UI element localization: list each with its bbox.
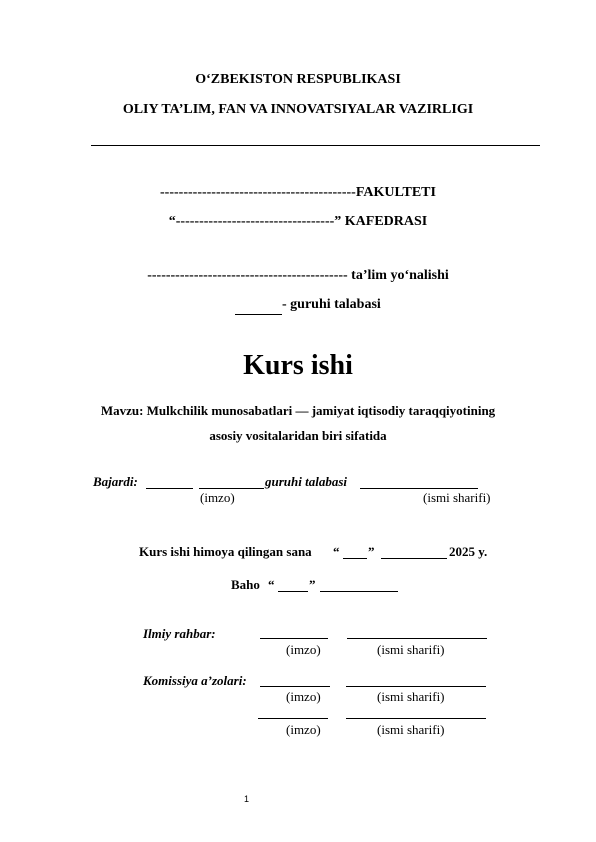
performed-blank-1 — [146, 488, 193, 489]
performed-label: Bajardi: — [93, 474, 138, 489]
supervisor-label: Ilmiy rahbar: — [143, 626, 216, 641]
commission-name-caption-2: (ismi sharifi) — [377, 722, 445, 737]
commission-sign-line-1 — [260, 686, 330, 687]
commission-sign-caption-2: (imzo) — [286, 722, 321, 737]
ministry-name: OLIY TA’LIM, FAN VA INNOVATSIYALAR VAZIRLIGI — [122, 102, 474, 117]
defense-year: 2025 y. — [449, 544, 488, 559]
grade-open-quote: “ — [268, 577, 275, 592]
commission-sign-line-2 — [258, 718, 328, 719]
page-number: 1 — [244, 794, 250, 804]
commission-sign-caption-1: (imzo) — [286, 689, 321, 704]
topic-line-2: asosiy vositalaridan biri sifatida — [209, 428, 387, 443]
topic-line-1: Mavzu: Mulkchilik munosabatlari — jamiyat iqtisodiy taraqqiyotining — [100, 403, 496, 418]
commission-name-line-2 — [346, 718, 486, 719]
faculty-line: ------------------------------------------FAKULTETI — [160, 185, 436, 200]
group-suffix: - guruhi talabasi — [282, 297, 381, 312]
performed-name-blank — [360, 488, 478, 489]
header-divider — [91, 145, 540, 146]
performed-blank-2 — [199, 488, 264, 489]
ministry-country: O‘ZBEKISTON RESPUBLIKASI — [195, 72, 401, 87]
commission-name-caption-1: (ismi sharifi) — [377, 689, 445, 704]
supervisor-sign-line — [260, 638, 328, 639]
defense-label: Kurs ishi himoya qilingan sana — [139, 544, 312, 559]
direction-line: ------------------------------------------- ta’lim yo‘nalishi — [147, 268, 449, 283]
commission-label: Komissiya a’zolari: — [143, 673, 247, 688]
grade-blank — [278, 591, 308, 592]
supervisor-sign-caption: (imzo) — [286, 642, 321, 657]
kafedra-line: “----------------------------------” KAFEDRASI — [168, 214, 428, 229]
group-blank-line — [235, 314, 282, 315]
document-title: Kurs ishi — [243, 350, 353, 381]
defense-month-blank — [381, 558, 447, 559]
defense-day-blank — [343, 558, 367, 559]
grade-text-blank — [320, 591, 398, 592]
defense-close-quote: ” — [368, 544, 375, 559]
grade-label: Baho — [231, 577, 260, 592]
supervisor-name-caption: (ismi sharifi) — [377, 642, 445, 657]
defense-open-quote: “ — [333, 544, 340, 559]
grade-close-quote: ” — [309, 577, 316, 592]
performed-role: guruhi talabasi — [265, 474, 348, 489]
supervisor-name-line — [347, 638, 487, 639]
commission-name-line-1 — [346, 686, 486, 687]
performed-sign-caption: (imzo) — [200, 490, 235, 505]
performed-name-caption: (ismi sharifi) — [423, 490, 491, 505]
